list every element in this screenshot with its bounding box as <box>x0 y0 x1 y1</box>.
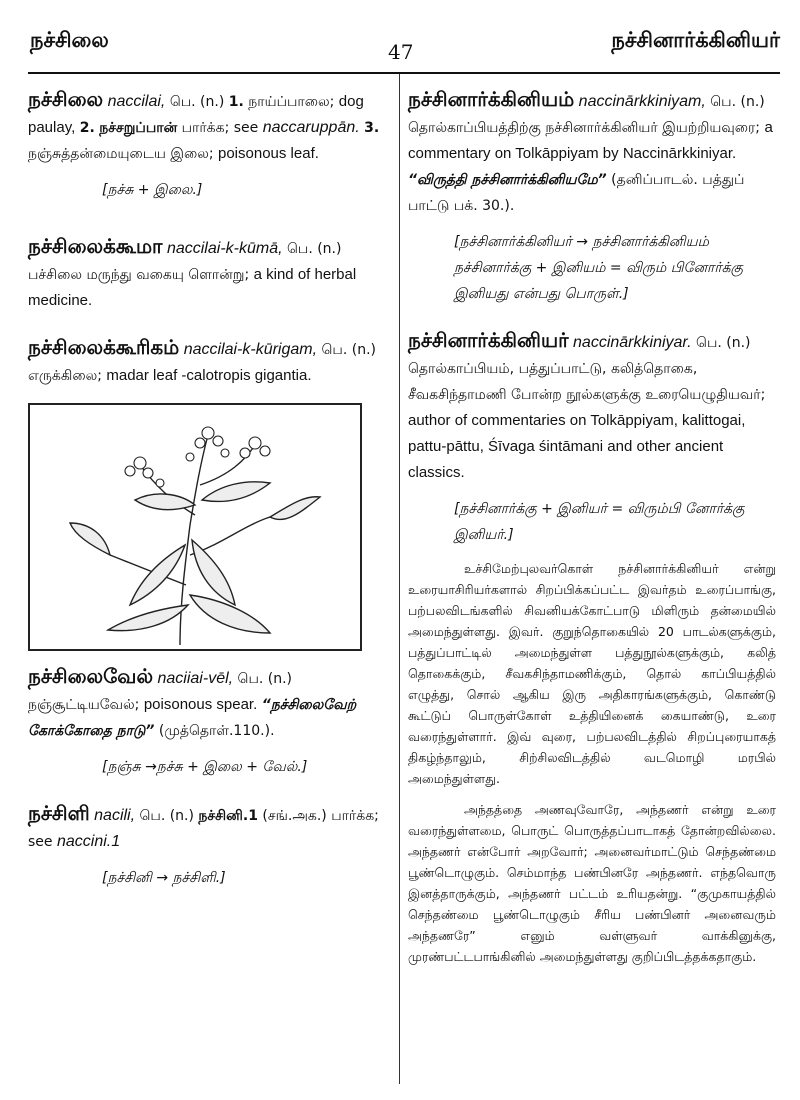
transliteration: naccinārkkiniyar. <box>573 334 692 351</box>
definition-tamil: நஞ்சூட்டியவேல்; <box>28 697 140 713</box>
transliteration: naccilai, <box>107 93 166 110</box>
definition-english: poisonous spear. <box>143 696 258 713</box>
part-of-speech: பெ. (n.) <box>169 94 225 110</box>
quotation: “நச்சிலைவேற் கோக்கோதை நாடு” <box>28 697 357 739</box>
etymology: [நஞ்சு →நச்சு + இலை + வேல்.] <box>102 759 308 775</box>
page-header <box>0 0 800 72</box>
definition-tamil: பார்க்க; see <box>28 808 379 850</box>
definition-english: madar leaf -calotropis gigantia. <box>106 367 312 384</box>
headword: நச்சினார்க்கினியர் <box>408 328 569 352</box>
dictionary-entry <box>408 86 776 219</box>
plant-illustration <box>28 403 362 651</box>
definition-tamil: எருக்கிலை; <box>28 368 102 384</box>
citation: (முத்தொள்.110.). <box>158 723 275 739</box>
headword: நச்சிலைக்கூமா <box>28 234 163 258</box>
sense-tamil: பார்க்க; see <box>181 120 259 136</box>
dictionary-entry <box>28 800 388 855</box>
dictionary-entry <box>28 334 388 389</box>
definition-english: author of commentaries on Tolkāppiyam, kalittogai, pattu-pāttu, Śīvaga śintāmani and other ancient classics. <box>408 412 746 481</box>
definition-tamil: பச்சிலை மருந்து வகையு ளொன்று; <box>28 267 250 283</box>
citation: (சங்.அக.) <box>262 808 327 824</box>
part-of-speech: (n.) <box>740 94 765 110</box>
commentary-paragraph: அந்தத்தை அணவுவோரே, அந்தணர் என்று உரை வரைந்துள்ளமை, பொருட் பொருத்தப்பாடாகத் தோன்றவில்லை. அந்தணர் என்போர் அறவோர்; அனைவர்மாட்டும் செந்தண்மை பூண்டொழுகும். செம்மாந்த பண்பினரே அந்தணர். எந்தவொரு இனத்தாருக்கும், அந்தணர் பட்டம் உரியதன்று. “குமுகாயத்தில் செந்தண்மை பூண்டொழுகும் சீரிய பண்பினர் அனைவரும் அந்தணரே” எனும் வள்ளுவர் வாக்கினுக்கு, முரண்பட்டபாங்கினில் அமைந்துள்ளது குறிப்பிடத்தக்கதாகும். <box>408 802 776 964</box>
definition-tamil: தொல்காப்பியம், பத்துப்பாட்டு, கலித்தொகை, சீவகசிந்தாமணி போன்ற நூல்களுக்கு உரையெழுதியவர்; <box>408 361 766 403</box>
headword: நச்சிலைவேல் <box>28 664 154 688</box>
citation: (தனிப்பாடல். பத்துப் பாட்டு பக். 30.). <box>408 172 745 214</box>
definition-english: a kind of herbal medicine. <box>28 266 357 309</box>
cross-reference: நச்சினி.1 <box>198 808 258 824</box>
transliteration: nacili, <box>94 807 136 824</box>
transliteration: naccilai-k-kūrigam, <box>183 341 318 358</box>
transliteration: naciiai-vēl, <box>157 670 234 687</box>
etymology: [நச்சினி → நச்சிளி.] <box>102 870 226 886</box>
part-of-speech: பெ. (n.) <box>321 342 376 358</box>
sense-number: 1. <box>228 94 244 110</box>
sense-tamil: நாய்ப்பாலை; <box>248 94 335 110</box>
sense-english: dog paulay, <box>28 93 364 136</box>
running-head-left: நச்சிலை <box>30 28 109 52</box>
part-of-speech: பெ. (n.) <box>696 335 751 351</box>
headword: நச்சிலை <box>28 87 104 111</box>
right-column <box>408 86 776 967</box>
dictionary-entry <box>28 233 388 314</box>
column-divider <box>399 74 400 1084</box>
commentary-paragraph: உச்சிமேற்புலவர்கொள் நச்சினார்க்கினியர் என்று உரையாசிரியர்களால் சிறப்பிக்கப்பட்ட இவர்தம் உரைப்பாங்கு, பற்பலவிடங்களில் சிவனியக்கோட்பாடு மிளிரும் தன்மையில் அமைந்துள்ளது. இவர். குறுந்தொகையில் 20 பாடல்களுக்கும், பத்துப்பாட்டில் அமைந்துள்ள பத்துநூல்களுக்கும், கலித் தொகைக்கும், சீவகசிந்தாமணிக்கும், தொல் காப்பியத்தில் எழுத்து, சொல் ஆகிய இரு அதிகாரங்களுக்கும், கொண்டு கூட்டுப் பொருள்கோள் உத்தியினைக் கையாண்டு, உரை வரைந்துள்ளார். இவ் வுரை, பற்பலவிடத்தில் சிறப்புரையாகத் திகழ்ந்தாலும், சிற்சிலவிடத்தில் வடமொழி மரபில் அமைந்துள்ளது. <box>408 561 776 786</box>
headword: நச்சினார்க்கினியம் <box>408 87 575 111</box>
etymology: [நச்சினார்க்கினியர் → நச்சினார்க்கினியம் நச்சினார்க்கு + இனியம் = விரும் பினோர்க்கு இனியது என்பது பொருள்.] <box>454 234 743 302</box>
sense-number: 2. <box>79 120 95 136</box>
quotation: “விருத்தி நச்சினார்க்கினியமே” <box>408 172 607 188</box>
dictionary-entry <box>28 663 388 744</box>
running-head-right: நச்சினார்க்கினியர் <box>611 28 780 52</box>
part-of-speech: பெ. (n.) <box>287 241 342 257</box>
cross-reference: நச்சறுப்பான் <box>99 120 178 136</box>
part-of-speech: பெ. <box>710 94 737 110</box>
sense-number: 3. <box>364 120 380 136</box>
page-number: 47 <box>388 40 414 64</box>
definition-english: a commentary on Tolkāppiyam by Naccinārkkiniyar. <box>408 119 773 162</box>
header-rule <box>28 72 780 74</box>
dictionary-entry <box>408 327 776 486</box>
etymology: [நச்சு + இலை.] <box>102 182 203 198</box>
part-of-speech: பெ. (n.) <box>237 671 293 687</box>
transliteration: naccini.1 <box>56 833 121 850</box>
madar-plant-drawing <box>30 405 360 649</box>
transliteration: naccaruppān. <box>262 119 360 136</box>
transliteration: naccinārkkiniyam, <box>578 93 706 110</box>
left-column <box>28 86 388 901</box>
transliteration: naccilai-k-kūmā, <box>166 240 283 257</box>
sense-english: poisonous leaf. <box>218 145 319 162</box>
sense-tamil: நஞ்சுத்தன்மையுடைய இலை; <box>28 146 214 162</box>
etymology: [நச்சினார்க்கு + இனியர் = விரும்பி னோர்க்கு இனியர்.] <box>454 501 745 543</box>
part-of-speech: பெ. (n.) <box>139 808 194 824</box>
headword: நச்சிலைக்கூரிகம் <box>28 335 180 359</box>
headword: நச்சிளி <box>28 801 90 825</box>
definition-tamil: தொல்காப்பியத்திற்கு நச்சினார்க்கினியர் இயற்றியவுரை; <box>408 120 760 136</box>
dictionary-entry <box>28 86 388 167</box>
